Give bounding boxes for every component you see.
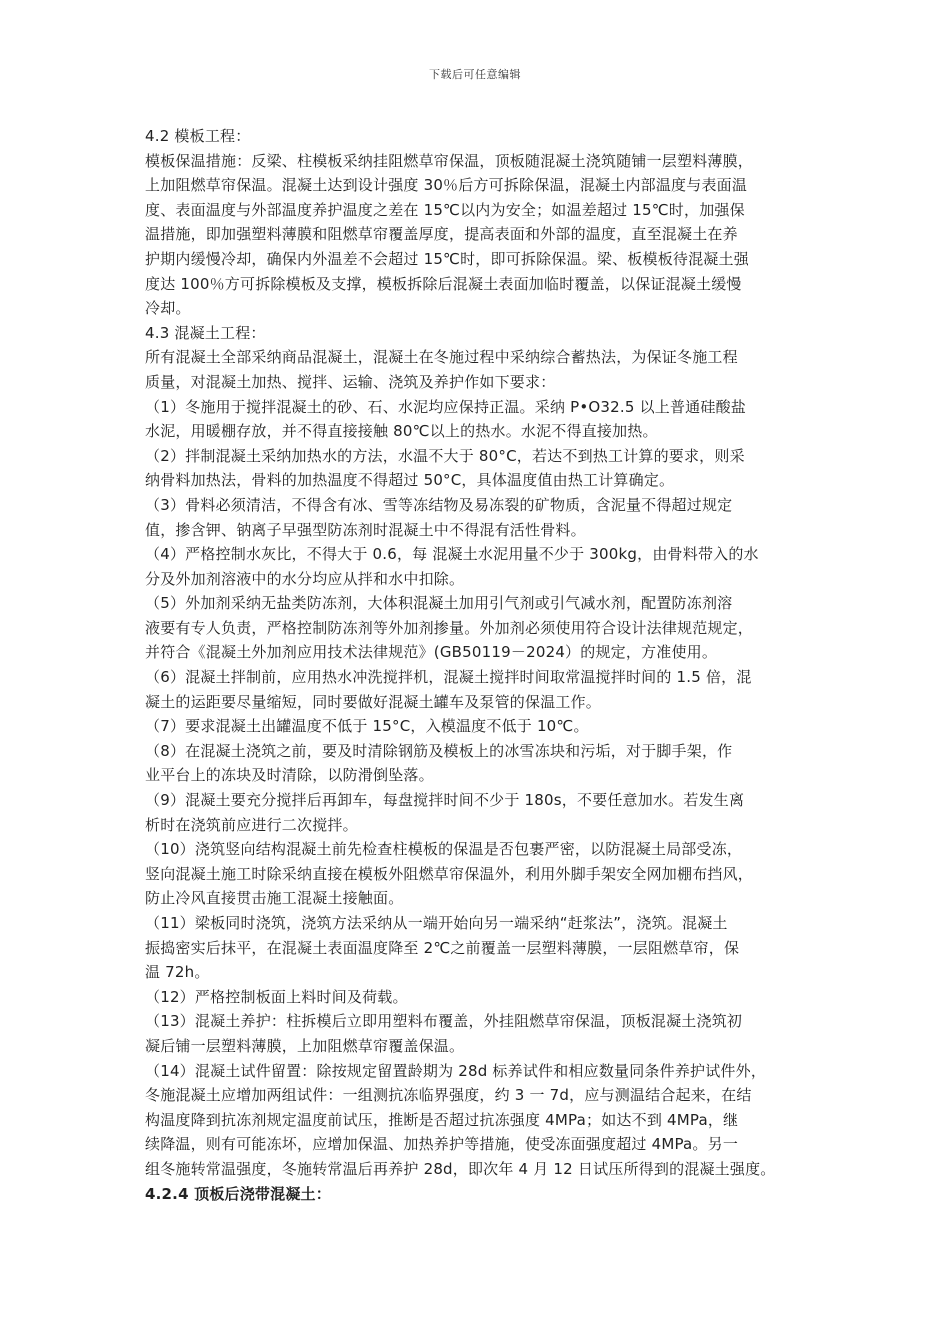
list-item-line: （6）混凝土拌制前，应用热水冲洗搅拌机，混凝土搅拌时间取常温搅拌时间的 1.5 倍，混 bbox=[145, 668, 752, 687]
paragraph-line: 温措施，即加强塑料薄膜和阻燃草帘覆盖厚度，提高表面和外部的温度，直至混凝土在养 bbox=[145, 225, 738, 244]
list-item-line: （9）混凝土要充分搅拌后再卸车，每盘搅拌时间不少于 180s，不要任意加水。若发生离 bbox=[145, 791, 745, 810]
list-item-line: 续降温，则有可能冻坏，应增加保温、加热养护等措施，使受冻面强度超过 4MPa。另一 bbox=[145, 1135, 739, 1154]
paragraph-line: 模板保温措施：反梁、柱模板采纳挂阻燃草帘保温，顶板随混凝土浇筑随铺一层塑料薄膜， bbox=[145, 151, 754, 170]
list-item-line: 业平台上的冻块及时清除，以防滑倒坠落。 bbox=[145, 766, 434, 785]
list-item-line: 水泥，用暖棚存放，并不得直接接触 80℃以上的热水。水泥不得直接加热。 bbox=[145, 422, 658, 441]
paragraph-line: 上加阻燃草帘保温。混凝土达到设计强度 30％后方可拆除保温，混凝土内部温度与表面温 bbox=[145, 176, 748, 195]
list-item-line: （10）浇筑竖向结构混凝土前先检查柱模板的保温是否包裹严密，以防混凝土局部受冻， bbox=[145, 840, 743, 859]
list-item-line: （4）严格控制水灰比，不得大于 0.6，每 混凝土水泥用量不少于 300kg，由骨料带入的水 bbox=[145, 545, 759, 564]
document-body bbox=[145, 124, 815, 1206]
list-item-line: 竖向混凝土施工时除采纳直接在模板外阻燃草帘保温外，利用外脚手架安全网加棚布挡风， bbox=[145, 864, 754, 883]
paragraph-line: 质量，对混凝土加热、搅拌、运输、浇筑及养护作如下要求： bbox=[145, 372, 556, 391]
list-item-line: 凝后铺一层塑料薄膜，上加阻燃草帘覆盖保温。 bbox=[145, 1036, 465, 1055]
list-item-line: 防止冷风直接贯击施工混凝土接触面。 bbox=[145, 889, 404, 908]
list-item-line: （11）梁板同时浇筑，浇筑方法采纳从一端开始向另一端采纳“赶浆法”，浇筑。混凝土 bbox=[145, 914, 728, 932]
list-item-line: （5）外加剂采纳无盐类防冻剂，大体积混凝土加用引气剂或引气减水剂，配置防冻剂溶 bbox=[145, 594, 733, 613]
list-item-line: 值，掺含钾、钠离子早强型防冻剂时混凝土中不得混有活性骨料。 bbox=[145, 520, 586, 539]
list-item-line: （12）严格控制板面上料时间及荷载。 bbox=[145, 987, 408, 1006]
list-item-line: 凝土的运距要尽量缩短，同时要做好混凝土罐车及泵管的保温工作。 bbox=[145, 692, 602, 711]
list-item-line: （7）要求混凝土出罐温度不低于 15°C，入模温度不低于 10℃。 bbox=[145, 717, 589, 736]
section-heading: 4.3 混凝土工程： bbox=[145, 323, 266, 342]
paragraph-line: 冷却。 bbox=[145, 299, 191, 318]
list-item-line: （8）在混凝土浇筑之前，要及时清除钢筋及模板上的冰雪冻块和污垢，对于脚手架，作 bbox=[145, 741, 733, 760]
section-heading: 4.2 模板工程： bbox=[145, 127, 251, 145]
list-item-line: 构温度降到抗冻剂规定温度前试压，推断是否超过抗冻强度 4MPa；如达不到 4MPa，继 bbox=[145, 1110, 739, 1129]
list-item-line: 振捣密实后抹平，在混凝土表面温度降至 2℃之前覆盖一层塑料薄膜，一层阻燃草帘，保 bbox=[145, 938, 740, 957]
paragraph-line: 所有混凝土全部采纳商品混凝土，混凝土在冬施过程中采纳综合蓄热法，为保证冬施工程 bbox=[145, 348, 738, 367]
list-item-line: 液要有专人负责，严格控制防冻剂等外加剂掺量。外加剂必须使用符合设计法律规范规定， bbox=[145, 618, 754, 637]
list-item-line: （14）混凝土试件留置：除按规定留置龄期为 28d 标养试件和相应数量同条件养护试件外， bbox=[145, 1061, 767, 1080]
list-item-line: 温 72h。 bbox=[145, 963, 210, 982]
paragraph-line: 度达 100％方可拆除模板及支撑，模板拆除后混凝土表面加临时覆盖，以保证混凝土缓慢 bbox=[145, 274, 742, 293]
list-item-line: 冬施混凝土应增加两组试件：一组测抗冻临界强度，约 3 一 7d，应与测温结合起来，在结 bbox=[145, 1086, 752, 1105]
paragraph-line: 度、表面温度与外部温度养护温度之差在 15℃以内为安全；如温差超过 15℃时，加强保 bbox=[145, 200, 745, 219]
section-heading: 4.2.4 顶板后浇带混凝土： bbox=[145, 1184, 331, 1203]
list-item-line: 并符合《混凝土外加剂应用技术法律规范》(GB50119－2024）的规定，方准使用。 bbox=[145, 643, 718, 662]
list-item-line: （3）骨料必须清洁，不得含有冰、雪等冻结物及易冻裂的矿物质，含泥量不得超过规定 bbox=[145, 495, 733, 514]
list-item-line: （2）拌制混凝土采纳加热水的方法，水温不大于 80°C，若达不到热工计算的要求，则采 bbox=[145, 446, 745, 465]
list-item-line: （13）混凝土养护：柱拆模后立即用塑料布覆盖，外挂阻燃草帘保温，顶板混凝土浇筑初 bbox=[145, 1012, 743, 1031]
list-item-line: 分及外加剂溶液中的水分均应从拌和水中扣除。 bbox=[145, 569, 465, 588]
page-header: 下载后可任意编辑 bbox=[429, 68, 521, 81]
list-item-line: 纳骨料加热法，骨料的加热温度不得超过 50°C，具体温度值由热工计算确定。 bbox=[145, 471, 675, 490]
paragraph-line: 护期内缓慢冷却，确保内外温差不会超过 15℃时，即可拆除保温。梁、板模板待混凝土强 bbox=[145, 249, 749, 268]
list-item-line: （1）冬施用于搅拌混凝土的砂、石、水泥均应保持正温。采纳 P•O32.5 以上普通硅酸盐 bbox=[145, 397, 746, 416]
list-item-line: 组冬施转常温强度，冬施转常温后再养护 28d，即次年 4 月 12 日试压所得到的混凝土强度。 bbox=[145, 1159, 776, 1178]
list-item-line: 析时在浇筑前应进行二次搅拌。 bbox=[145, 815, 358, 834]
